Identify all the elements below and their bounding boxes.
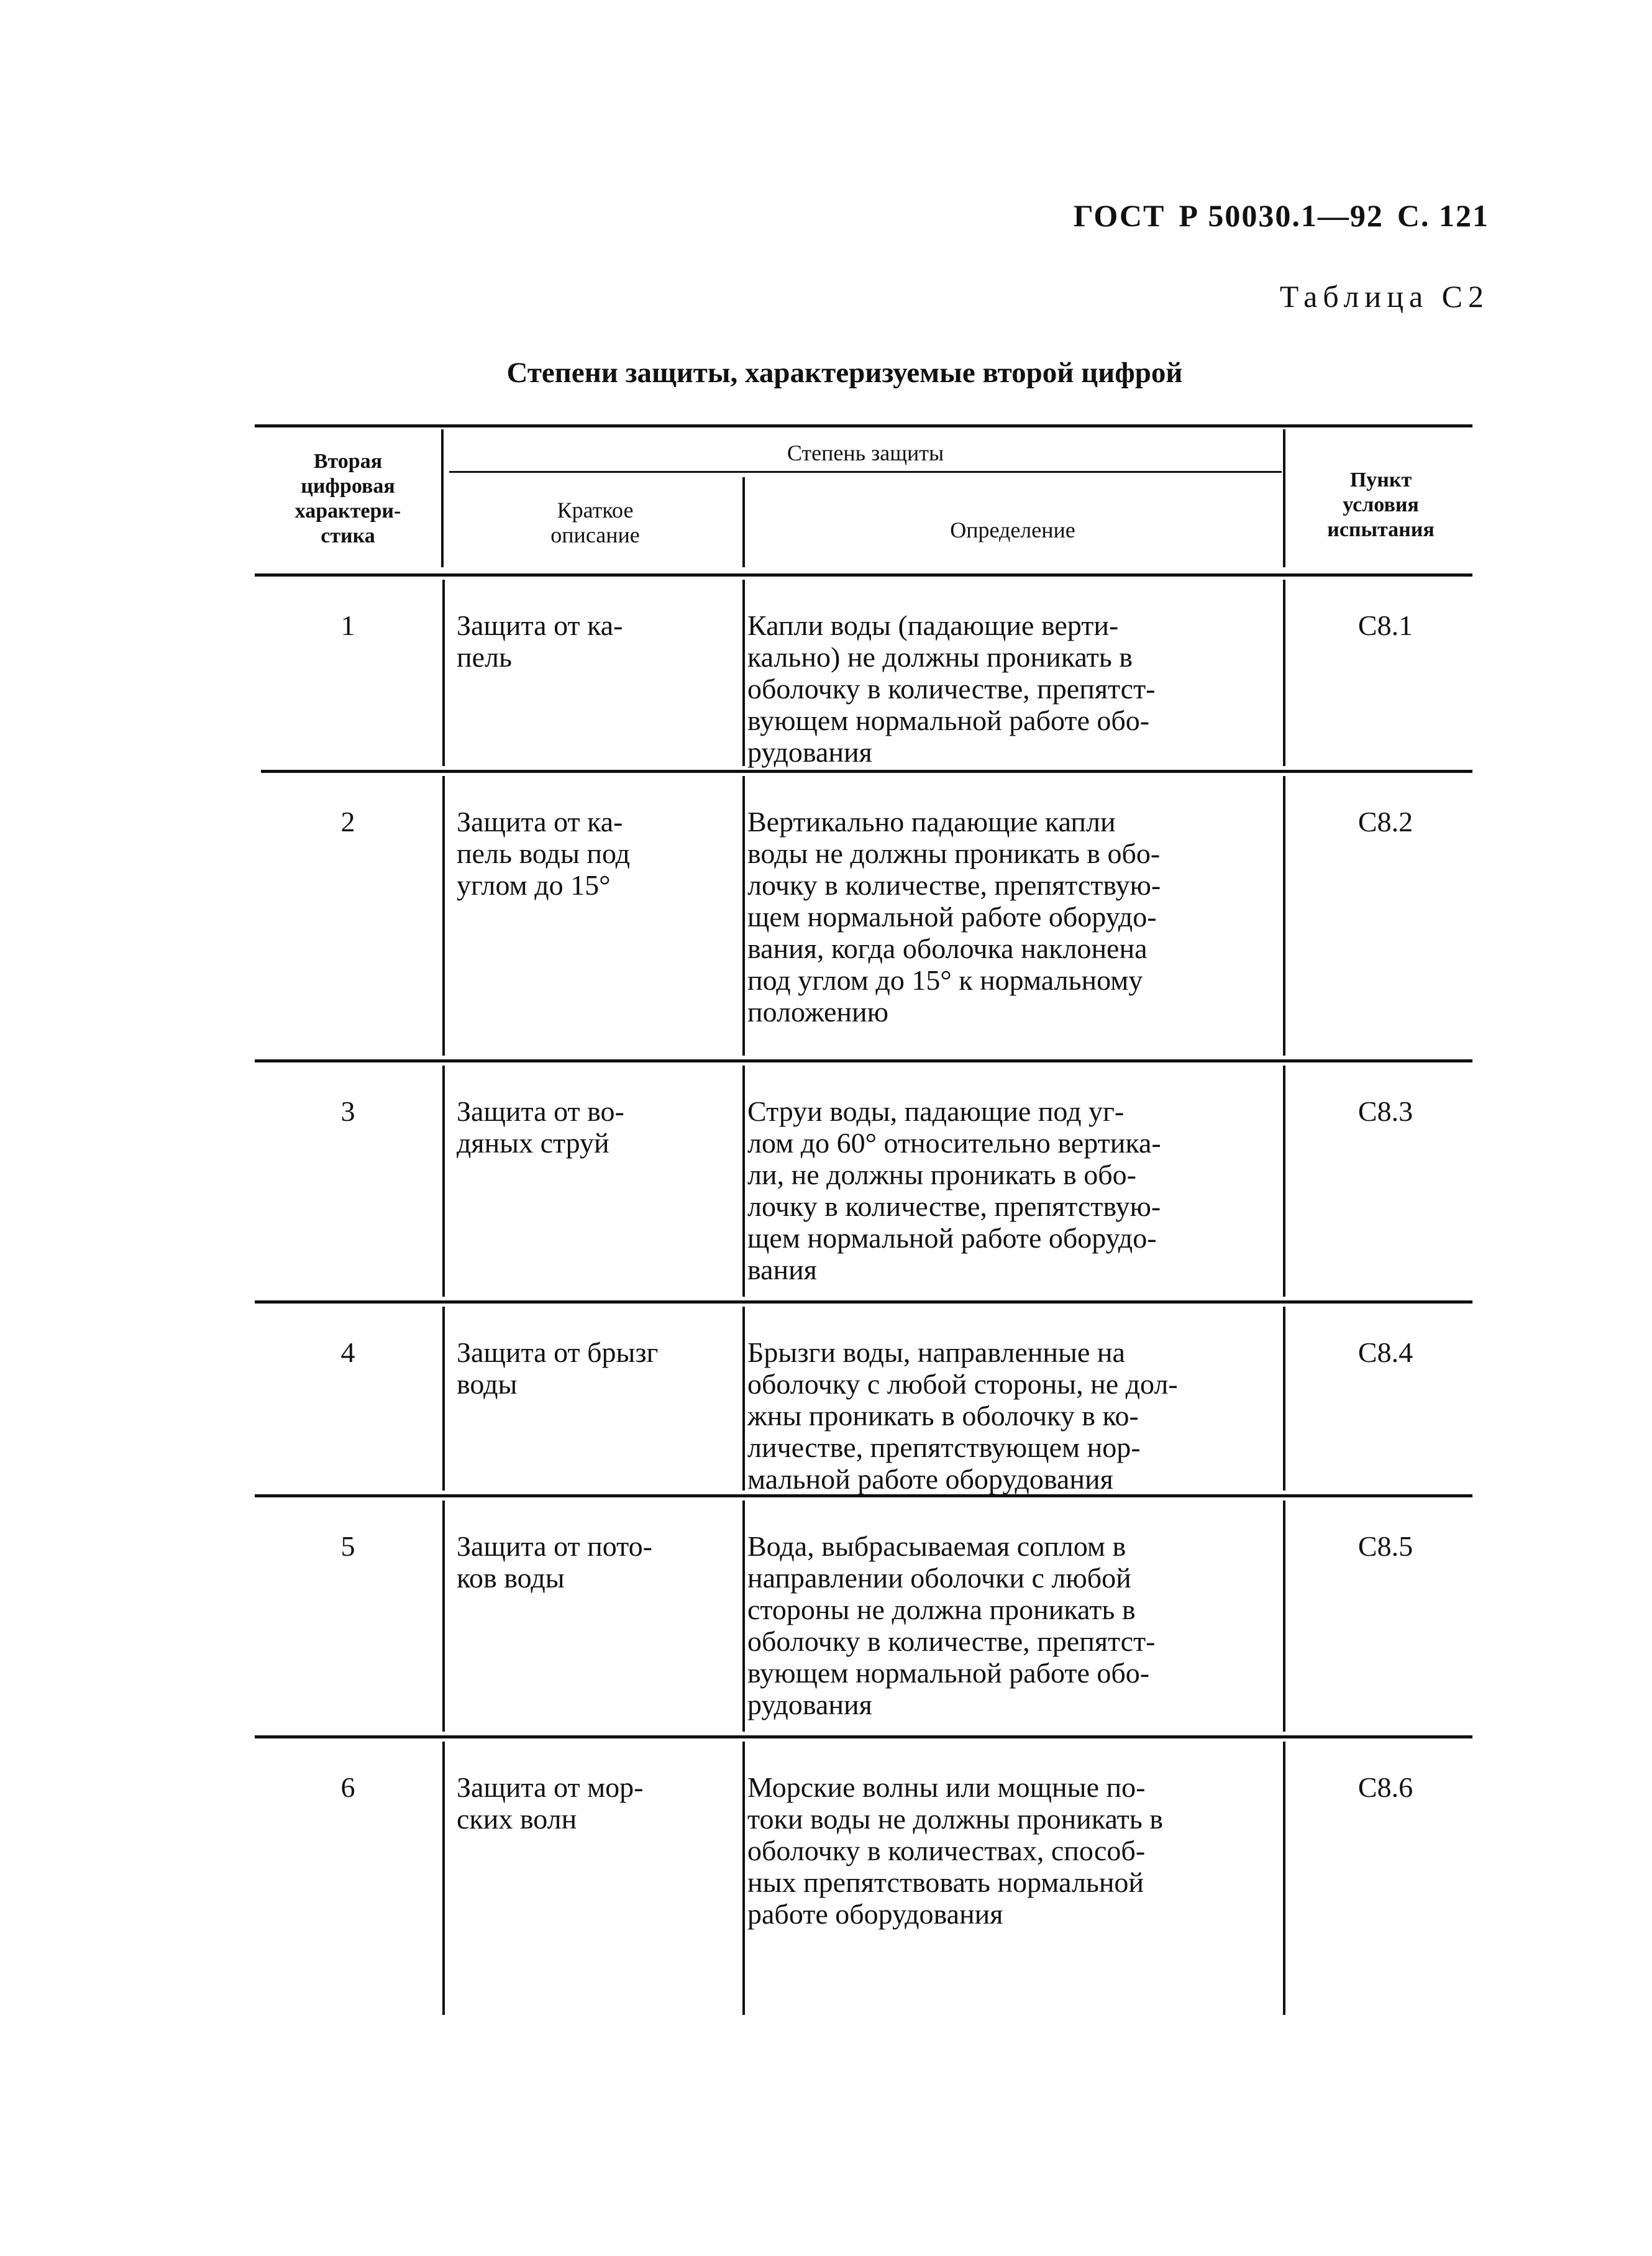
body-vrule-b6 bbox=[742, 1742, 745, 2015]
body-vrule-b3 bbox=[742, 1066, 745, 1297]
body-vrule-c3 bbox=[1283, 1066, 1285, 1297]
row-1-number: 1 bbox=[340, 610, 355, 641]
body-vrule-b1 bbox=[742, 580, 745, 766]
body-vrule-c5 bbox=[1283, 1500, 1285, 1732]
row-rule-2 bbox=[255, 1059, 1472, 1062]
row-4-number: 4 bbox=[340, 1336, 355, 1368]
table-label: Таблица С2 bbox=[1279, 279, 1489, 314]
row-2-number: 2 bbox=[340, 806, 355, 838]
row-5-definition: Вода, выбрасываемая соплом в направлении оболочки с любой стороны не должна проникать в оболочку в количестве, препятст- вующем нормальной работе обо- рудования bbox=[747, 1530, 1156, 1720]
table-top-rule bbox=[255, 424, 1472, 427]
row-6-definition: Морские волны или мощные по- токи воды не должны проникать в оболочку в количествах, способ- ных препятствовать нормальной работе оборудования bbox=[747, 1771, 1163, 1930]
body-vrule-a4 bbox=[442, 1307, 445, 1491]
standard-number: Р 50030.1—92 bbox=[1179, 198, 1384, 233]
body-vrule-b2 bbox=[742, 776, 745, 1056]
header-bottom-rule bbox=[255, 573, 1472, 577]
header-protection-group: Степень защиты bbox=[787, 441, 944, 465]
page-number: С. 121 bbox=[1397, 198, 1489, 233]
header-vrule-3 bbox=[1283, 429, 1285, 567]
table-title-text: Степени защиты, характеризуемые второй цифрой bbox=[506, 357, 1183, 389]
row-6-number: 6 bbox=[340, 1771, 355, 1803]
body-vrule-c6 bbox=[1283, 1742, 1285, 2015]
standard-label: ГОСТ bbox=[1073, 198, 1166, 233]
body-vrule-b5 bbox=[742, 1500, 745, 1732]
header-brief: Краткое описание bbox=[550, 498, 640, 547]
header-characteristic: Вторая цифровая характери- стика bbox=[294, 450, 401, 547]
row-4-brief: Защита от брызг воды bbox=[457, 1336, 659, 1400]
header-vrule-1 bbox=[441, 429, 444, 567]
row-6-brief: Защита от мор- ских волн bbox=[457, 1771, 644, 1835]
row-5-brief: Защита от пото- ков воды bbox=[457, 1530, 652, 1594]
row-2-definition: Вертикально падающие капли воды не должны проникать в обо- лочку в количестве, препятствую- щем нормальной работе оборудо- вания, когда оболочка наклонена под углом до 15° к нормальному положению bbox=[747, 806, 1161, 1028]
row-6-test-item: C8.6 bbox=[1358, 1771, 1413, 1803]
row-3-definition: Струи воды, падающие под уг- лом до 60° относительно вертика- ли, не должны проникать в обо- лочку в количестве, препятствую- щем нормальной работе оборудо- вания bbox=[747, 1095, 1161, 1286]
header-definition: Определение bbox=[950, 518, 1075, 542]
table-title bbox=[0, 356, 1652, 390]
row-3-brief: Защита от во- дяных струй bbox=[457, 1095, 624, 1159]
protection-table bbox=[255, 424, 1472, 2021]
page-header bbox=[1074, 198, 1489, 234]
body-vrule-a6 bbox=[442, 1742, 445, 2015]
row-3-number: 3 bbox=[340, 1095, 355, 1127]
group-header-rule bbox=[449, 471, 1282, 473]
row-2-brief: Защита от ка- пель воды под углом до 15° bbox=[457, 806, 631, 901]
header-vrule-2 bbox=[742, 477, 745, 567]
body-vrule-a1 bbox=[442, 580, 445, 766]
body-vrule-a3 bbox=[442, 1066, 445, 1297]
row-rule-3 bbox=[255, 1300, 1472, 1304]
body-vrule-a2 bbox=[442, 776, 445, 1056]
body-vrule-b4 bbox=[742, 1307, 745, 1491]
row-rule-1 bbox=[261, 770, 1472, 773]
header-test-item: Пункт условия испытания bbox=[1327, 468, 1435, 541]
row-1-brief: Защита от ка- пель bbox=[457, 610, 623, 673]
row-4-definition: Брызги воды, направленные на оболочку с любой стороны, не дол- жны проникать в оболочку в ко- личестве, препятствующем нор- мальной работе оборудования bbox=[747, 1336, 1178, 1495]
row-2-test-item: C8.2 bbox=[1358, 806, 1413, 838]
row-5-number: 5 bbox=[340, 1530, 355, 1562]
body-vrule-a5 bbox=[442, 1500, 445, 1732]
row-rule-5 bbox=[255, 1735, 1472, 1738]
body-vrule-c2 bbox=[1283, 776, 1285, 1056]
row-3-test-item: C8.3 bbox=[1358, 1095, 1413, 1127]
row-5-test-item: C8.5 bbox=[1358, 1530, 1413, 1562]
body-vrule-c4 bbox=[1283, 1307, 1285, 1491]
body-vrule-c1 bbox=[1283, 580, 1285, 766]
row-1-test-item: C8.1 bbox=[1358, 610, 1413, 641]
row-1-definition: Капли воды (падающие верти- кально) не должны проникать в оболочку в количестве, препятст- вующем нормальной работе обо- рудования bbox=[747, 610, 1156, 768]
row-4-test-item: C8.4 bbox=[1358, 1336, 1413, 1368]
